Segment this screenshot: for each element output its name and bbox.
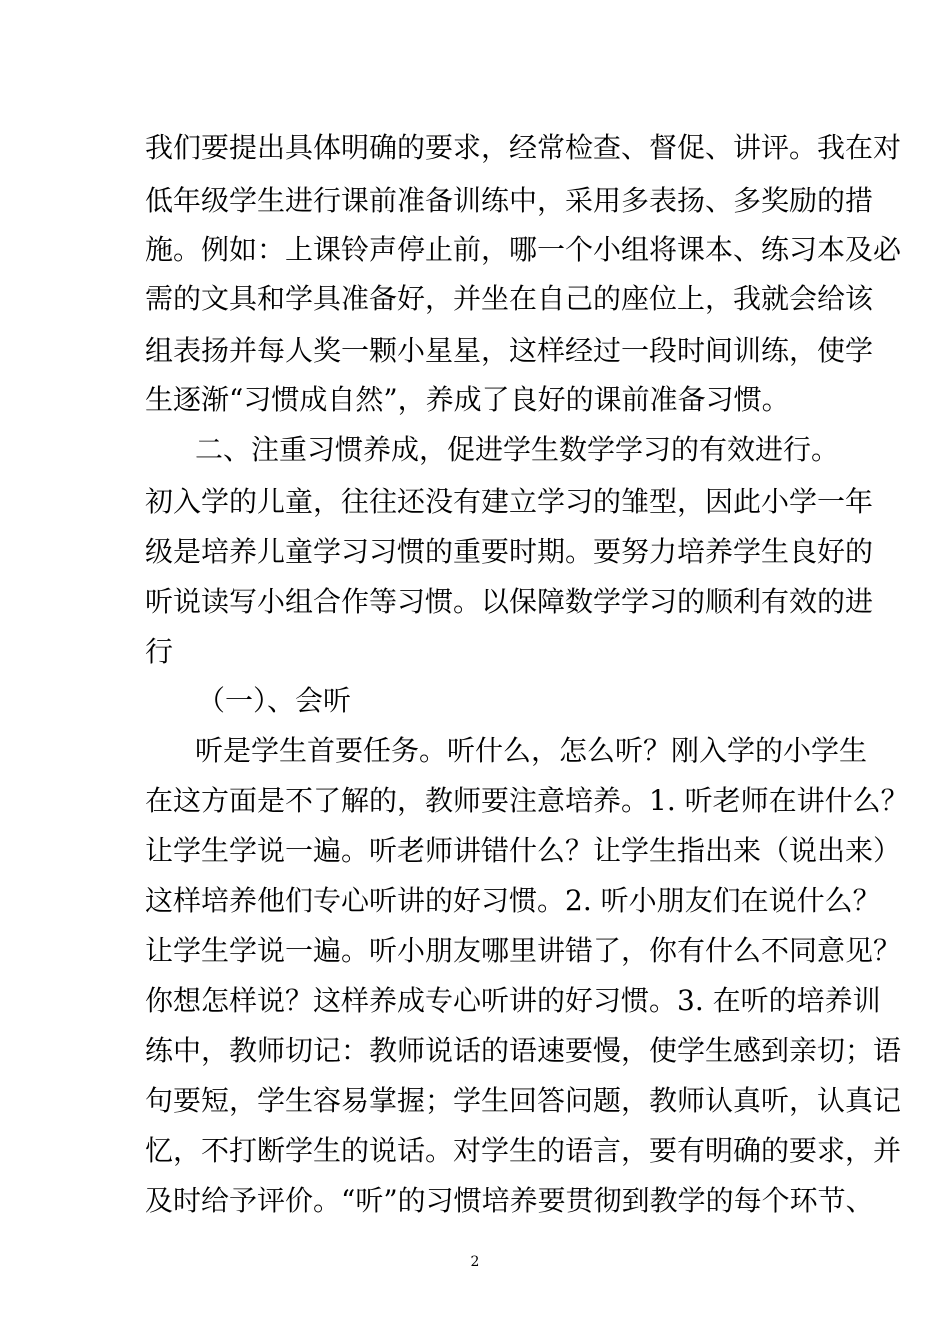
text-line: 级是培养儿童学习习惯的重要时期。要努力培养学生良好的 xyxy=(145,535,874,568)
text-line: 需的文具和学具准备好，并坐在自己的座位上，我就会给该 xyxy=(145,282,874,315)
text-line: 你想怎样说？这样养成专心听讲的好习惯。3. 在听的培养训 xyxy=(145,984,881,1017)
text-line: 及时给予评价。“听”的习惯培养要贯彻到教学的每个环节、 xyxy=(145,1184,874,1217)
text-line: 忆，不打断学生的说话。对学生的语言，要有明确的要求，并 xyxy=(145,1134,902,1167)
text-line: 我们要提出具体明确的要求，经常检查、督促、讲评。我在对 xyxy=(145,131,902,164)
text-line: 让学生学说一遍。听小朋友哪里讲错了，你有什么不同意见？ xyxy=(145,934,902,967)
text-line: 听说读写小组合作等习惯。以保障数学学习的顺利有效的进 xyxy=(145,585,874,618)
subsection-heading: （一）、会听 xyxy=(197,684,352,717)
text-line: 练中，教师切记：教师说话的语速要慢，使学生感到亲切；语 xyxy=(145,1034,902,1067)
text-line: 行 xyxy=(145,635,174,668)
text-line: 听是学生首要任务。听什么，怎么听？刚入学的小学生 xyxy=(195,734,868,767)
text-line: 低年级学生进行课前准备训练中，采用多表扬、多奖励的措 xyxy=(145,184,874,217)
text-line: 在这方面是不了解的，教师要注意培养。1. 听老师在讲什么？ xyxy=(145,784,909,817)
text-line: 施。例如：上课铃声停止前，哪一个小组将课本、练习本及必 xyxy=(145,233,902,266)
text-line: 初入学的儿童，往往还没有建立学习的雏型，因此小学一年 xyxy=(145,485,874,518)
text-line: 让学生学说一遍。听老师讲错什么？让学生指出来（说出来） xyxy=(145,834,902,867)
text-line: 这样培养他们专心听讲的好习惯。2. 听小朋友们在说什么？ xyxy=(145,884,881,917)
text-line: 生逐渐“习惯成自然”，养成了良好的课前准备习惯。 xyxy=(145,383,790,416)
text-line: 组表扬并每人奖一颗小星星，这样经过一段时间训练，使学 xyxy=(145,334,874,367)
section-heading: 二、注重习惯养成，促进学生数学学习的有效进行。 xyxy=(195,433,840,466)
text-line: 句要短，学生容易掌握；学生回答问题，教师认真听，认真记 xyxy=(145,1084,902,1117)
page-number: 2 xyxy=(470,1254,480,1270)
